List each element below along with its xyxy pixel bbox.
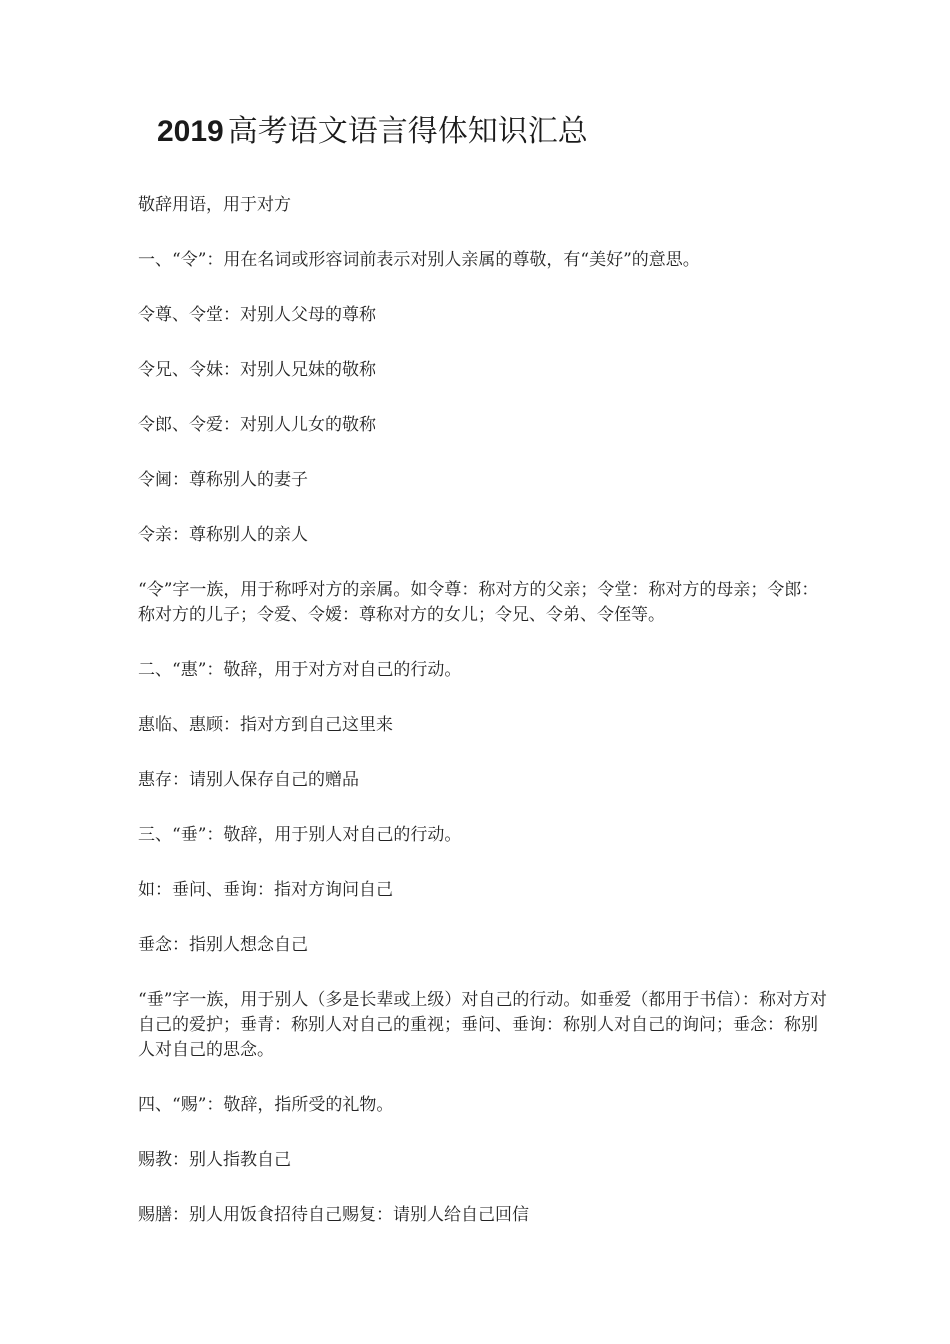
paragraph: 惠临、惠顾：指对方到自己这里来 — [138, 715, 393, 735]
paragraph: “令”字一族，用于称呼对方的亲属。如令尊：称对方的父亲；令堂：称对方的母亲；令郎：称对方的儿子；令爱、令嫒：尊称对方的女儿；令兄、令弟、令侄等。 — [138, 580, 819, 625]
paragraph: 令郎、令爱：对别人儿女的敬称 — [138, 415, 376, 435]
paragraph: 敬辞用语，用于对方 — [138, 195, 291, 215]
document-body — [138, 193, 828, 1258]
paragraph: 赐膳：别人用饭食招待自己赐复：请别人给自己回信 — [138, 1205, 529, 1225]
paragraph: 惠存：请别人保存自己的赠品 — [138, 770, 359, 790]
paragraph: 如：垂问、垂询：指对方询问自己 — [138, 880, 393, 900]
paragraph: 赐教：别人指教自己 — [138, 1150, 291, 1170]
paragraph: 令兄、令妹：对别人兄妹的敬称 — [138, 360, 376, 380]
title-year: 2019 — [157, 115, 224, 148]
paragraph: 一、“令”：用在名词或形容词前表示对别人亲属的尊敬，有“美好”的意思。 — [138, 250, 700, 270]
paragraph: 垂念：指别人想念自己 — [138, 935, 308, 955]
paragraph: 三、“垂”：敬辞，用于别人对自己的行动。 — [138, 825, 462, 845]
paragraph: 令阃：尊称别人的妻子 — [138, 470, 308, 490]
paragraph: 令尊、令堂：对别人父母的尊称 — [138, 305, 376, 325]
paragraph: 令亲：尊称别人的亲人 — [138, 525, 308, 545]
paragraph: 四、“赐”：敬辞，指所受的礼物。 — [138, 1095, 394, 1115]
document-title — [157, 110, 588, 154]
title-text: 高考语文语言得体知识汇总 — [227, 114, 588, 149]
paragraph: 二、“惠”：敬辞，用于对方对自己的行动。 — [138, 660, 462, 680]
paragraph: “垂”字一族，用于别人（多是长辈或上级）对自己的行动。如垂爱（都用于书信）：称对方对自己的爱护；垂青：称别人对自己的重视；垂问、垂询：称别人对自己的询问；垂念：称别人对自己的思念。 — [138, 990, 827, 1060]
